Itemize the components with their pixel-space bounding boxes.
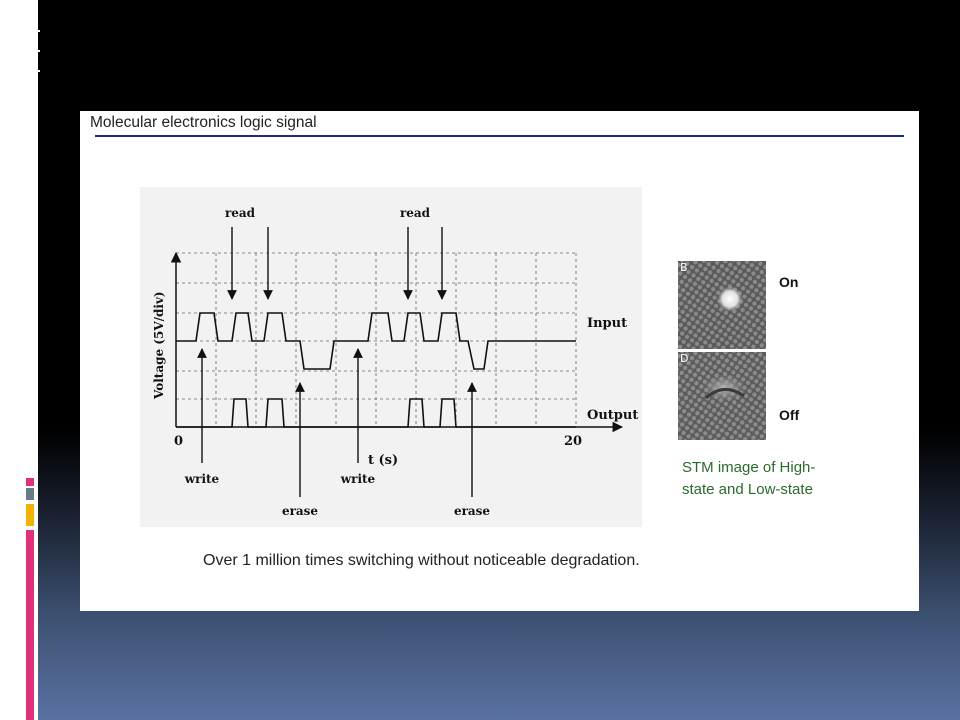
accent-chip-gray (26, 488, 34, 500)
accent-chip-pink (26, 478, 34, 486)
signal-chart (140, 187, 642, 527)
accent-chip-yellow (26, 504, 34, 526)
stm-label-on: On (779, 274, 799, 290)
annotation-label-read: read (399, 206, 431, 220)
decorative-lines (20, 30, 40, 120)
x-tick-20: 20 (564, 434, 583, 449)
legend-input: Input (587, 316, 628, 331)
annotation-label-write: write (340, 472, 376, 486)
stm-label-off: Off (779, 407, 800, 423)
x-tick-0: 0 (174, 434, 184, 449)
legend-output: Output (587, 408, 639, 423)
annotation-label-write: write (184, 472, 220, 486)
x-axis-label: t (s) (368, 453, 399, 468)
annotation-label-erase: erase (281, 504, 319, 518)
stm-image-on (678, 261, 766, 349)
stm-caption: STM image of High-state and Low-state (682, 459, 816, 498)
stm-letter-d: D (680, 352, 689, 365)
stm-image-off (678, 352, 766, 440)
accent-bar-pink (26, 530, 34, 720)
slide-footer: Over 1 million times switching without noticeable degradation. (203, 552, 640, 569)
annotation-label-erase: erase (453, 504, 491, 518)
slide-title: Molecular electronics logic signal (90, 114, 317, 131)
title-underline (95, 135, 904, 137)
annotation-label-read: read (224, 206, 256, 220)
y-axis-label: Voltage (5V/div) (152, 291, 166, 399)
chart-panel (140, 187, 642, 527)
stm-letter-b: B (680, 261, 688, 274)
slide-content (80, 111, 919, 611)
